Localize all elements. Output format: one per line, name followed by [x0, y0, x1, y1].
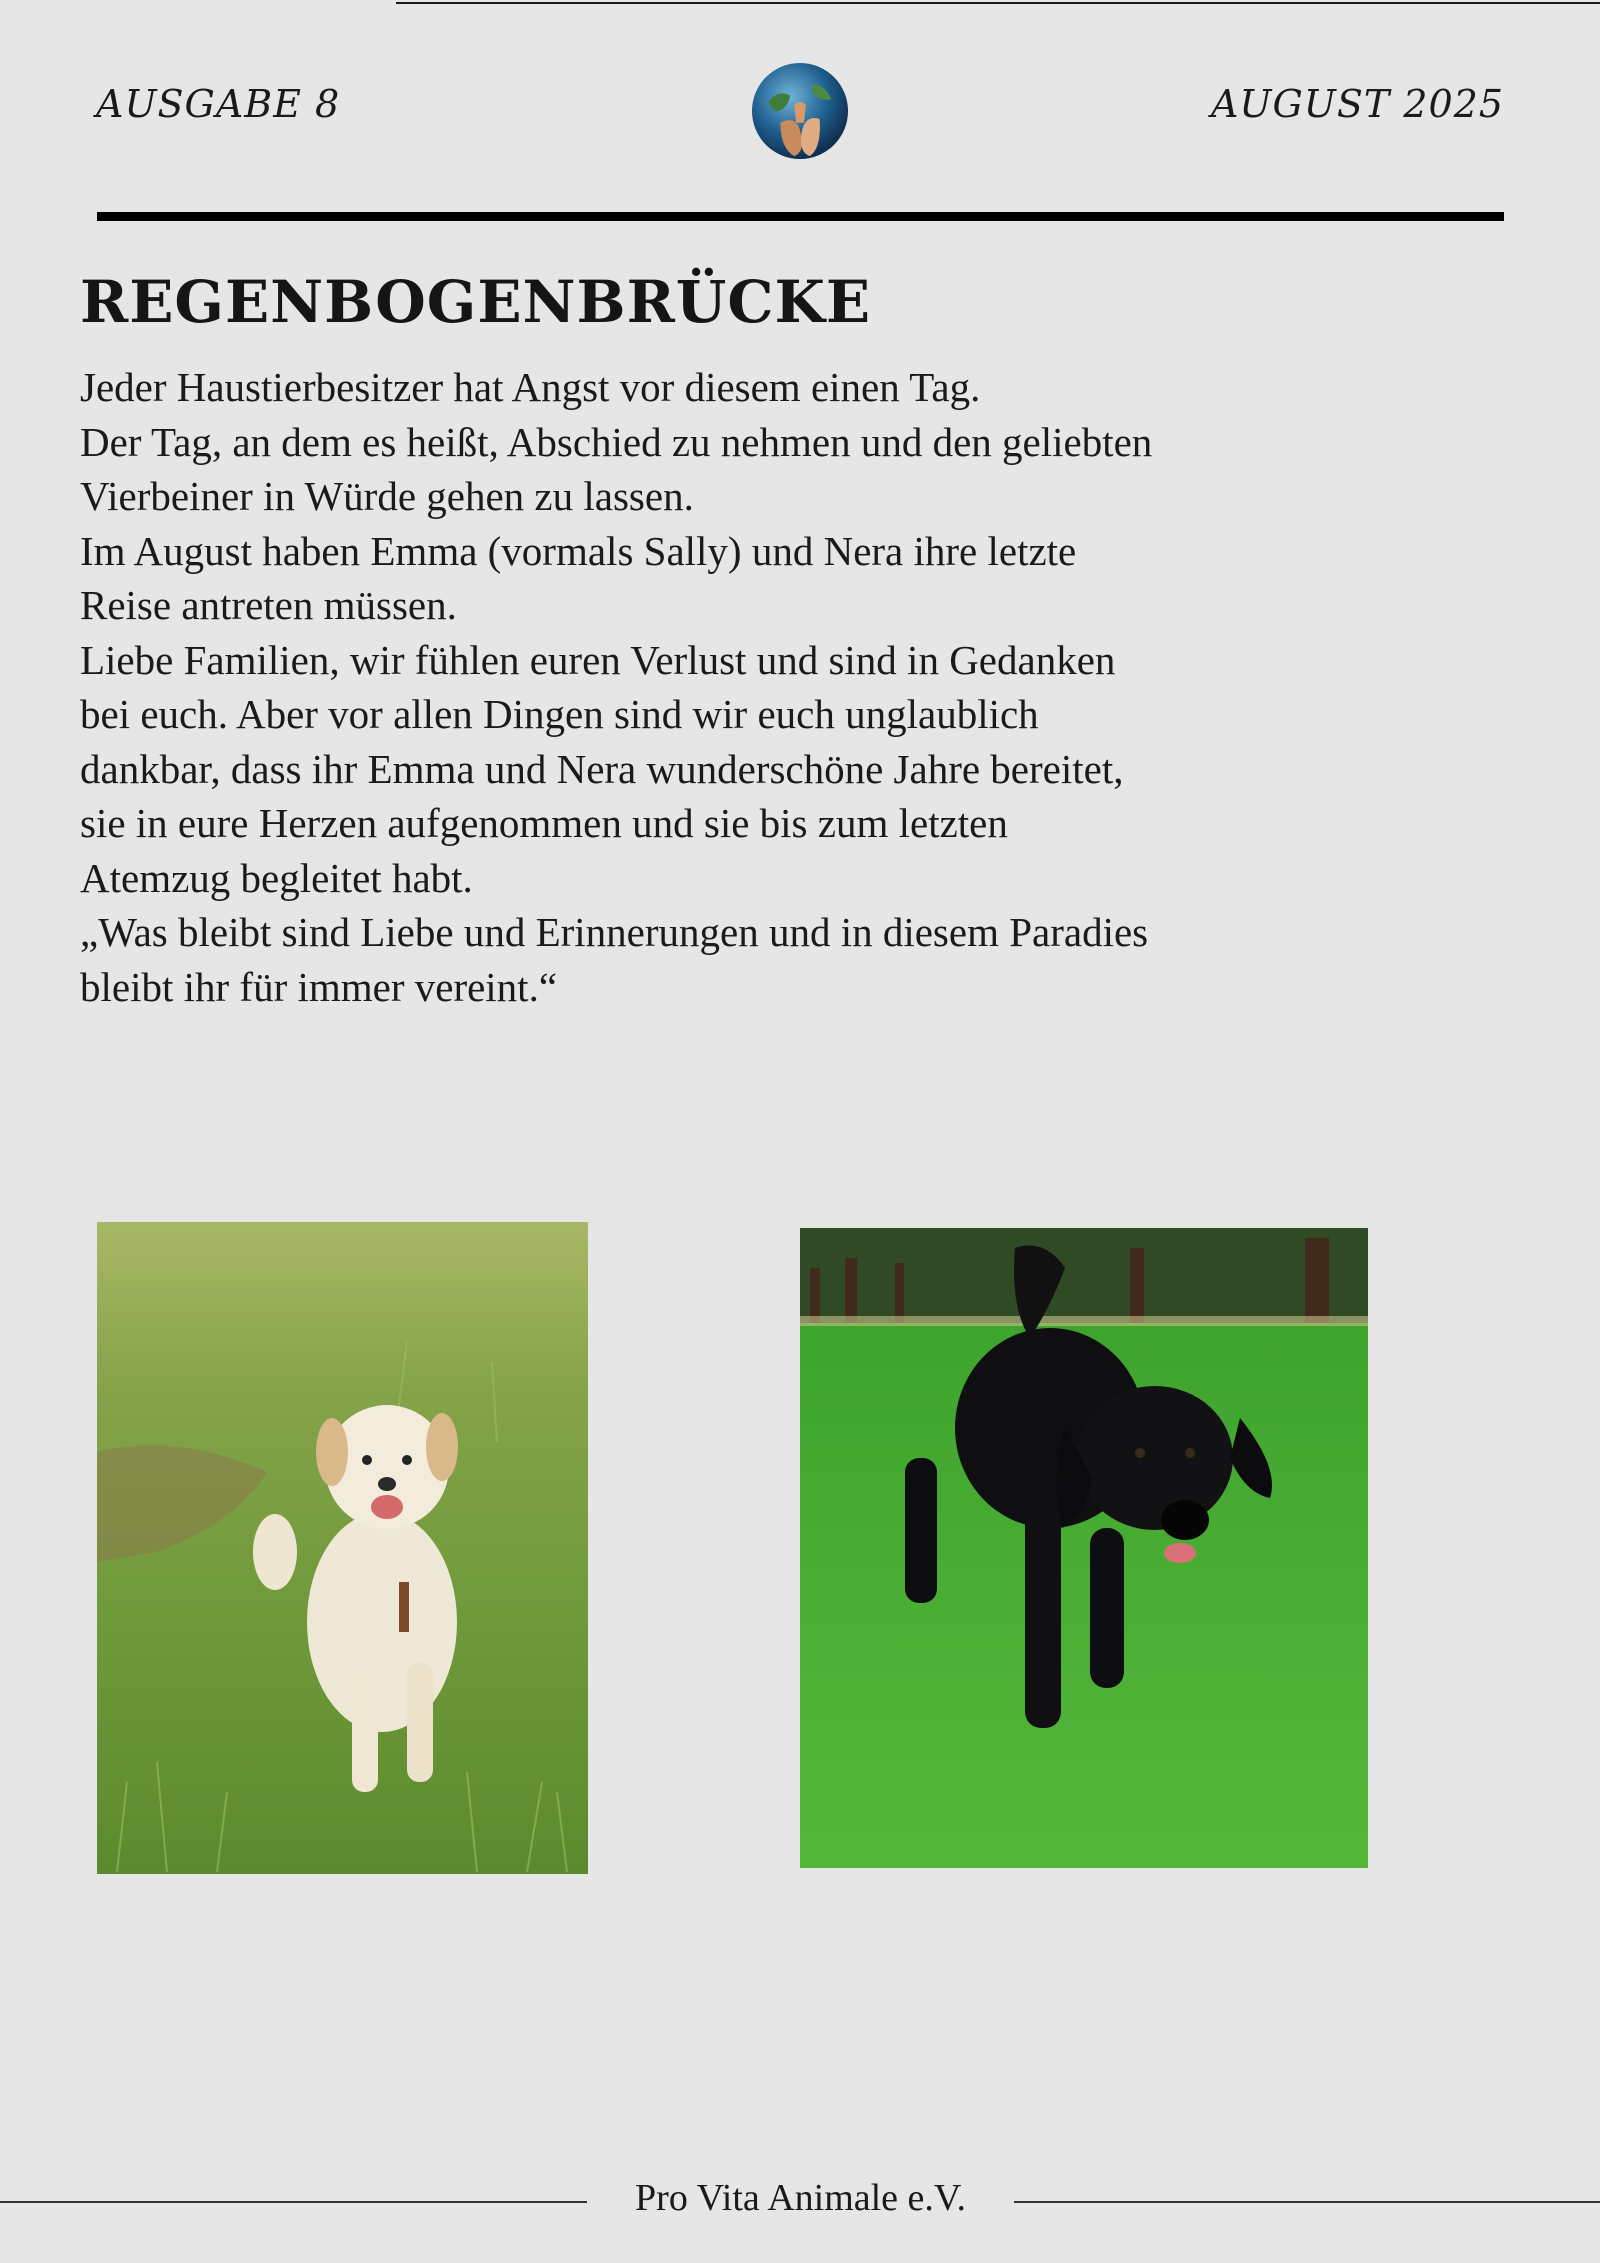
- body-line: Im August haben Emma (vormals Sally) und Nera ihre letzte: [80, 527, 1077, 574]
- header-rule: [97, 212, 1504, 221]
- article-heading: REGENBOGENBRÜCKE: [80, 268, 872, 336]
- body-line: Der Tag, an dem es heißt, Abschied zu nehmen und den geliebten: [80, 418, 1153, 465]
- top-rule: [396, 2, 1600, 4]
- footer-rule-right: [1014, 2201, 1600, 2203]
- body-line: Liebe Familien, wir fühlen euren Verlust und sind in Gedanken: [80, 636, 1116, 683]
- footer-organization: Pro Vita Animale e.V.: [635, 2177, 966, 2219]
- body-line: „Was bleibt sind Liebe und Erinnerungen und in diesem Paradies: [80, 909, 1149, 955]
- footer-rule-left: [0, 2201, 587, 2203]
- body-line: sie in eure Herzen aufgenommen und sie bis zum letzten: [80, 800, 1008, 846]
- issue-number: AUSGABE 8: [96, 82, 341, 126]
- issue-date: AUGUST 2025: [1210, 82, 1504, 126]
- globe-hands-logo: [751, 62, 849, 160]
- body-line: dankbar, dass ihr Emma und Nera wunderschöne Jahre bereitet,: [80, 745, 1124, 792]
- body-line: bleibt ihr für immer vereint.“: [80, 963, 558, 1010]
- body-line: Vierbeiner in Würde gehen zu lassen.: [80, 473, 694, 519]
- body-line: Atemzug begleitet habt.: [80, 854, 473, 901]
- photo-nera: [800, 1228, 1368, 1868]
- photo-emma: [97, 1222, 588, 1874]
- body-line: Jeder Haustierbesitzer hat Angst vor diesem einen Tag.: [80, 364, 981, 410]
- body-line: bei euch. Aber vor allen Dingen sind wir euch unglaublich: [80, 691, 1039, 737]
- article-body: [80, 360, 1480, 1014]
- body-line: Reise antreten müssen.: [80, 582, 457, 628]
